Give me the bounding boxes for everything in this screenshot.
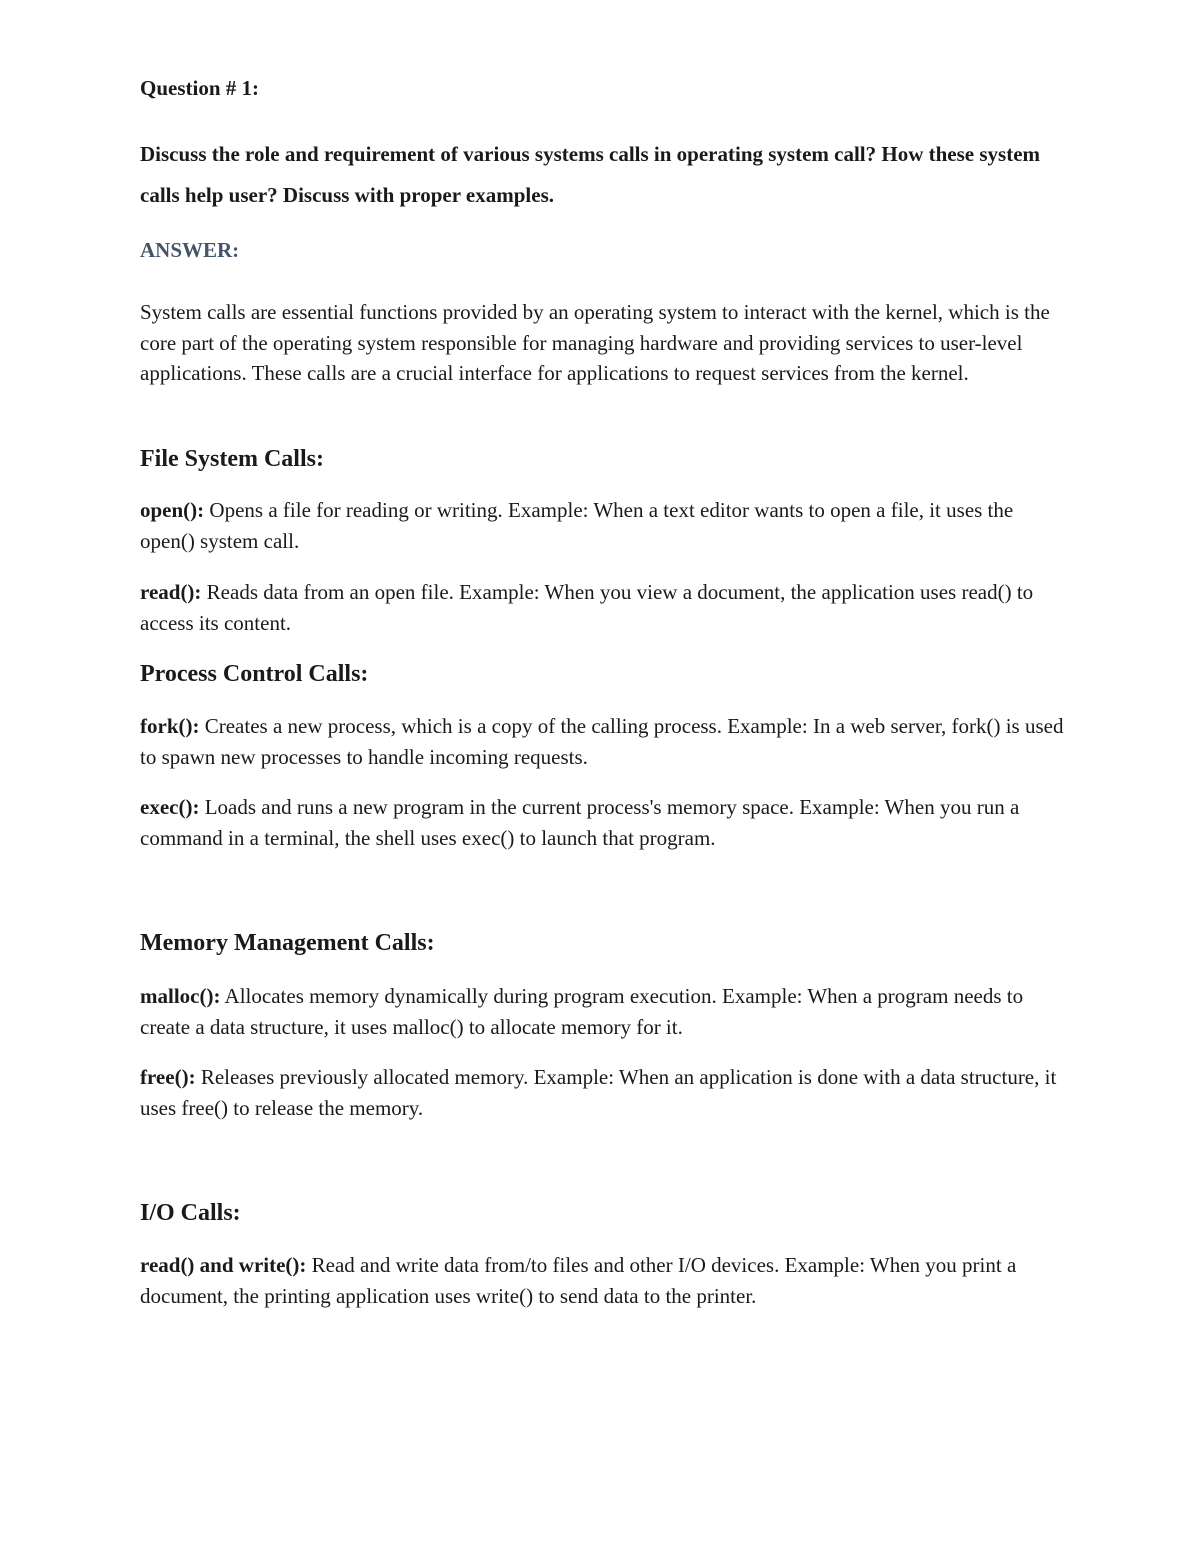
entry-description: Reads data from an open file. Example: When you view a document, the application uses read() to access its content. [140,580,1034,635]
entry-description: Loads and runs a new program in the current process's memory space. Example: When you run a command in a terminal, the shell uses exec() to launch that program. [140,795,1020,850]
entry-malloc [140,981,1065,1042]
entry-fork [140,711,1065,772]
entry-description: Allocates memory dynamically during program execution. Example: When a program needs to create a data structure, it uses malloc() to allocate memory for it. [140,984,1024,1039]
entry-term: read(): [140,580,202,604]
section-heading-io: I/O Calls: [140,1200,241,1226]
entry-read-write [140,1250,1065,1311]
entry-description: Opens a file for reading or writing. Example: When a text editor wants to open a file, it uses the open() system call. [140,498,1014,553]
question-text: Discuss the role and requirement of various systems calls in operating system call? How these system calls help user? Discuss with proper examples. [140,142,1041,207]
entry-read [140,577,1065,638]
entry-term: malloc(): [140,984,221,1008]
entry-term: free(): [140,1065,196,1089]
question-label: Question # 1: [140,76,260,100]
entry-term: fork(): [140,714,200,738]
answer-label: ANSWER: [140,238,240,262]
entry-term: open(): [140,498,205,522]
entry-description: Releases previously allocated memory. Example: When an application is done with a data structure, it uses free() to release the memory. [140,1065,1057,1120]
entry-description: Read and write data from/to files and other I/O devices. Example: When you print a document, the printing application uses write() to send data to the printer. [140,1253,1017,1308]
entry-open [140,495,1065,556]
answer-intro: System calls are essential functions provided by an operating system to interact with the kernel, which is the core part of the operating system responsible for managing hardware and providing services to user-level applications. These calls are a crucial interface for applications to request services from the kernel. [140,300,1050,385]
section-heading-memory-management: Memory Management Calls: [140,930,435,956]
entry-term: read() and write(): [140,1253,307,1277]
entry-free [140,1062,1065,1123]
entry-term: exec(): [140,795,200,819]
section-heading-file-system: File System Calls: [140,446,324,472]
entry-exec [140,792,1065,853]
entry-description: Creates a new process, which is a copy of the calling process. Example: In a web server, fork() is used to spawn new processes to handle incoming requests. [140,714,1064,769]
section-heading-process-control: Process Control Calls: [140,661,369,687]
